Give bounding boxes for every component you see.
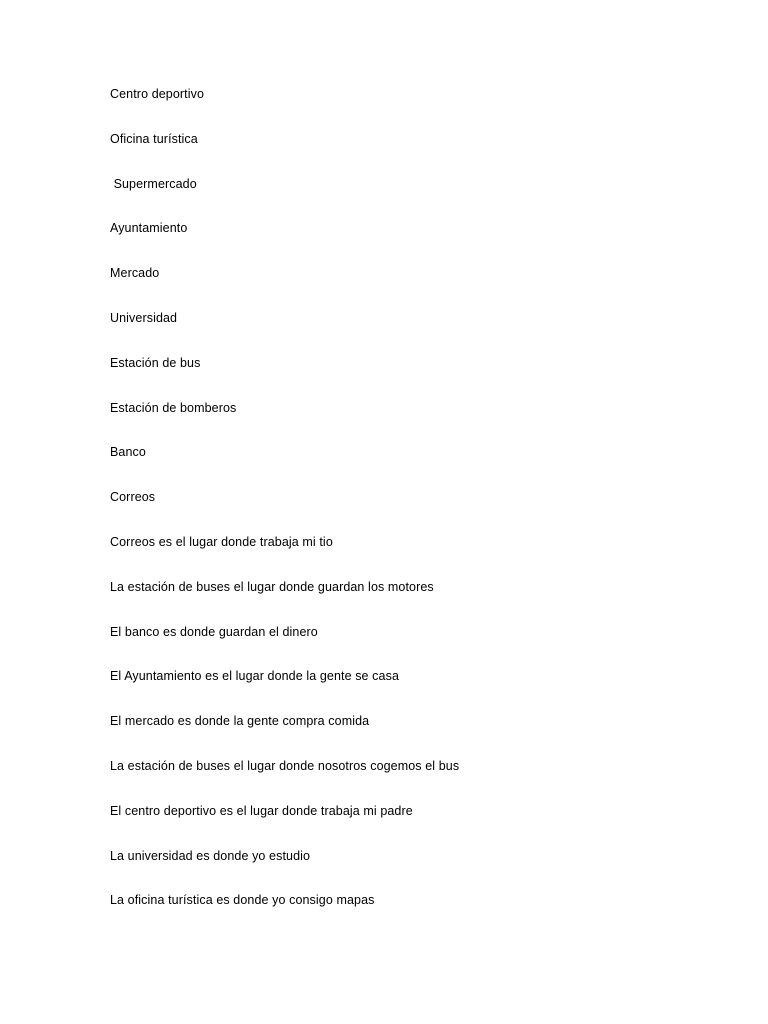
sentence-oficina-turistica: La oficina turística es donde yo consigo mapas	[110, 893, 375, 908]
text-line-oficina-turistica: Oficina turística	[110, 131, 198, 146]
sentence-correos: Correos es el lugar donde trabaja mi tio	[110, 534, 333, 549]
text-line-estacion-de-bomberos: Estación de bomberos	[110, 400, 237, 415]
text-lines	[110, 84, 459, 935]
sentence-centro-deportivo: El centro deportivo es el lugar donde trabaja mi padre	[110, 803, 413, 818]
text-line-supermercado: Supermercado	[110, 176, 197, 191]
sentence-estacion-bus: La estación de buses el lugar donde nosotros cogemos el bus	[110, 758, 460, 773]
sentence-universidad: La universidad es donde yo estudio	[110, 848, 311, 863]
text-line-ayuntamiento: Ayuntamiento	[110, 221, 188, 236]
sentence-ayuntamiento: El Ayuntamiento es el lugar donde la gente se casa	[110, 669, 399, 684]
sentence-mercado: El mercado es donde la gente compra comida	[110, 714, 370, 729]
sentence-banco: El banco es donde guardan el dinero	[110, 624, 318, 639]
text-line-universidad: Universidad	[110, 310, 178, 325]
text-line-centro-deportivo: Centro deportivo	[110, 87, 205, 101]
text-line-mercado: Mercado	[110, 266, 160, 281]
text-line-estacion-de-bus: Estación de bus	[110, 355, 201, 370]
sentence-estacion-motores: La estación de buses el lugar donde guardan los motores	[110, 579, 434, 594]
text-line-correos: Correos	[110, 490, 156, 505]
text-line-banco: Banco	[110, 445, 146, 460]
